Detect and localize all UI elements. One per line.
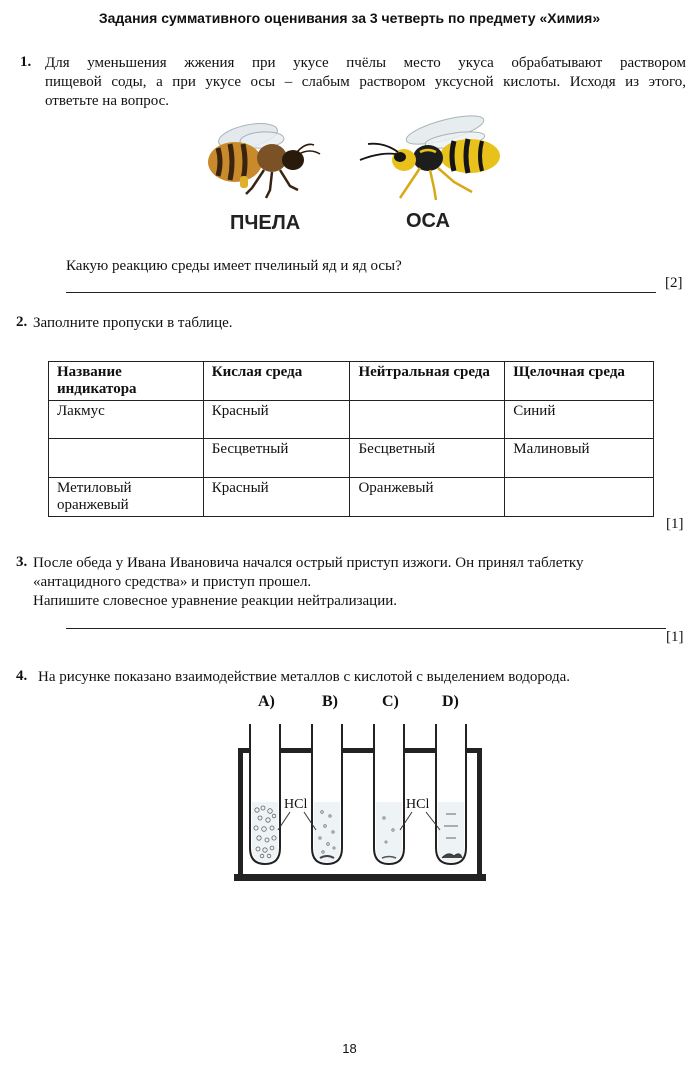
question-1-line-3: ответьте на вопрос. <box>45 93 170 109</box>
table-cell-blank[interactable] <box>49 439 204 478</box>
table-header-cell: Щелочная среда <box>505 362 654 401</box>
table-cell: Бесцветный <box>350 439 505 478</box>
question-1-score: [2] <box>665 275 683 291</box>
answer-line-3[interactable] <box>66 628 666 629</box>
page-number: 18 <box>342 1041 357 1056</box>
question-2-number: 2. <box>16 314 28 330</box>
table-cell: Красный <box>203 478 350 517</box>
tube-label-c: C) <box>382 693 399 710</box>
hcl-label-left: HCl <box>284 797 308 812</box>
test-tubes-figure <box>230 688 490 893</box>
question-1-text <box>45 54 686 111</box>
question-3-line-1: После обеда у Ивана Ивановича начался острый приступ изжоги. Он принял таблетку <box>33 555 584 571</box>
question-1-line-2: пищевой соды, а при укусе осы – слабым раствором уксусной кислоты. Исходя из этого, <box>45 74 686 90</box>
question-3-score: [1] <box>666 629 684 645</box>
table-row <box>49 439 654 478</box>
question-2-score: [1] <box>666 516 684 532</box>
answer-line-1[interactable] <box>66 292 656 293</box>
table-row <box>49 478 654 517</box>
tube-label-d: D) <box>442 693 459 710</box>
tube-label-a: A) <box>258 693 275 710</box>
document-title: Задания суммативного оценивания за 3 четверть по предмету «Химия» <box>98 10 601 26</box>
table-header-cell: Кислая среда <box>203 362 350 401</box>
table-cell: Лакмус <box>49 401 204 439</box>
table-cell: Бесцветный <box>203 439 350 478</box>
table-header-cell: Нейтральная среда <box>350 362 505 401</box>
question-4-number: 4. <box>16 668 28 684</box>
wasp-image <box>350 112 520 207</box>
table-header-row <box>49 362 654 401</box>
question-3-number: 3. <box>16 554 28 570</box>
hcl-label-right: HCl <box>406 797 430 812</box>
table-cell: Синий <box>505 401 654 439</box>
table-row <box>49 401 654 439</box>
test-tube-b <box>312 724 342 864</box>
bee-image <box>200 118 330 208</box>
question-1-prompt: Какую реакцию среды имеет пчелиный яд и яд осы? <box>66 258 402 274</box>
table-cell: Метиловый оранжевый <box>49 478 204 517</box>
question-3-line-3: Напишите словесное уравнение реакции нейтрализации. <box>33 593 398 609</box>
table-cell-blank[interactable] <box>350 401 505 439</box>
question-3-text <box>33 554 673 611</box>
test-tube-a <box>250 724 280 864</box>
table-cell: Малиновый <box>505 439 654 478</box>
question-2-text: Заполните пропуски в таблице. <box>33 315 233 331</box>
test-tube-d <box>436 724 466 864</box>
indicator-table <box>48 361 654 517</box>
wasp-label: ОСА <box>406 210 450 232</box>
test-tube-c <box>374 724 404 864</box>
table-cell: Красный <box>203 401 350 439</box>
tube-label-b: B) <box>322 693 338 710</box>
table-cell-blank[interactable] <box>505 478 654 517</box>
table-header-cell: Название индикатора <box>49 362 204 401</box>
question-4-text: На рисунке показано взаимодействие металлов с кислотой с выделением водорода. <box>38 669 571 685</box>
bee-label: ПЧЕЛА <box>230 212 301 234</box>
question-1-line-1: Для уменьшения жжения при укусе пчёлы место укуса обрабатывают раствором <box>45 55 686 71</box>
question-1-number: 1. <box>20 54 32 70</box>
question-3-line-2: «антацидного средства» и приступ прошел. <box>33 574 312 590</box>
table-cell: Оранжевый <box>350 478 505 517</box>
